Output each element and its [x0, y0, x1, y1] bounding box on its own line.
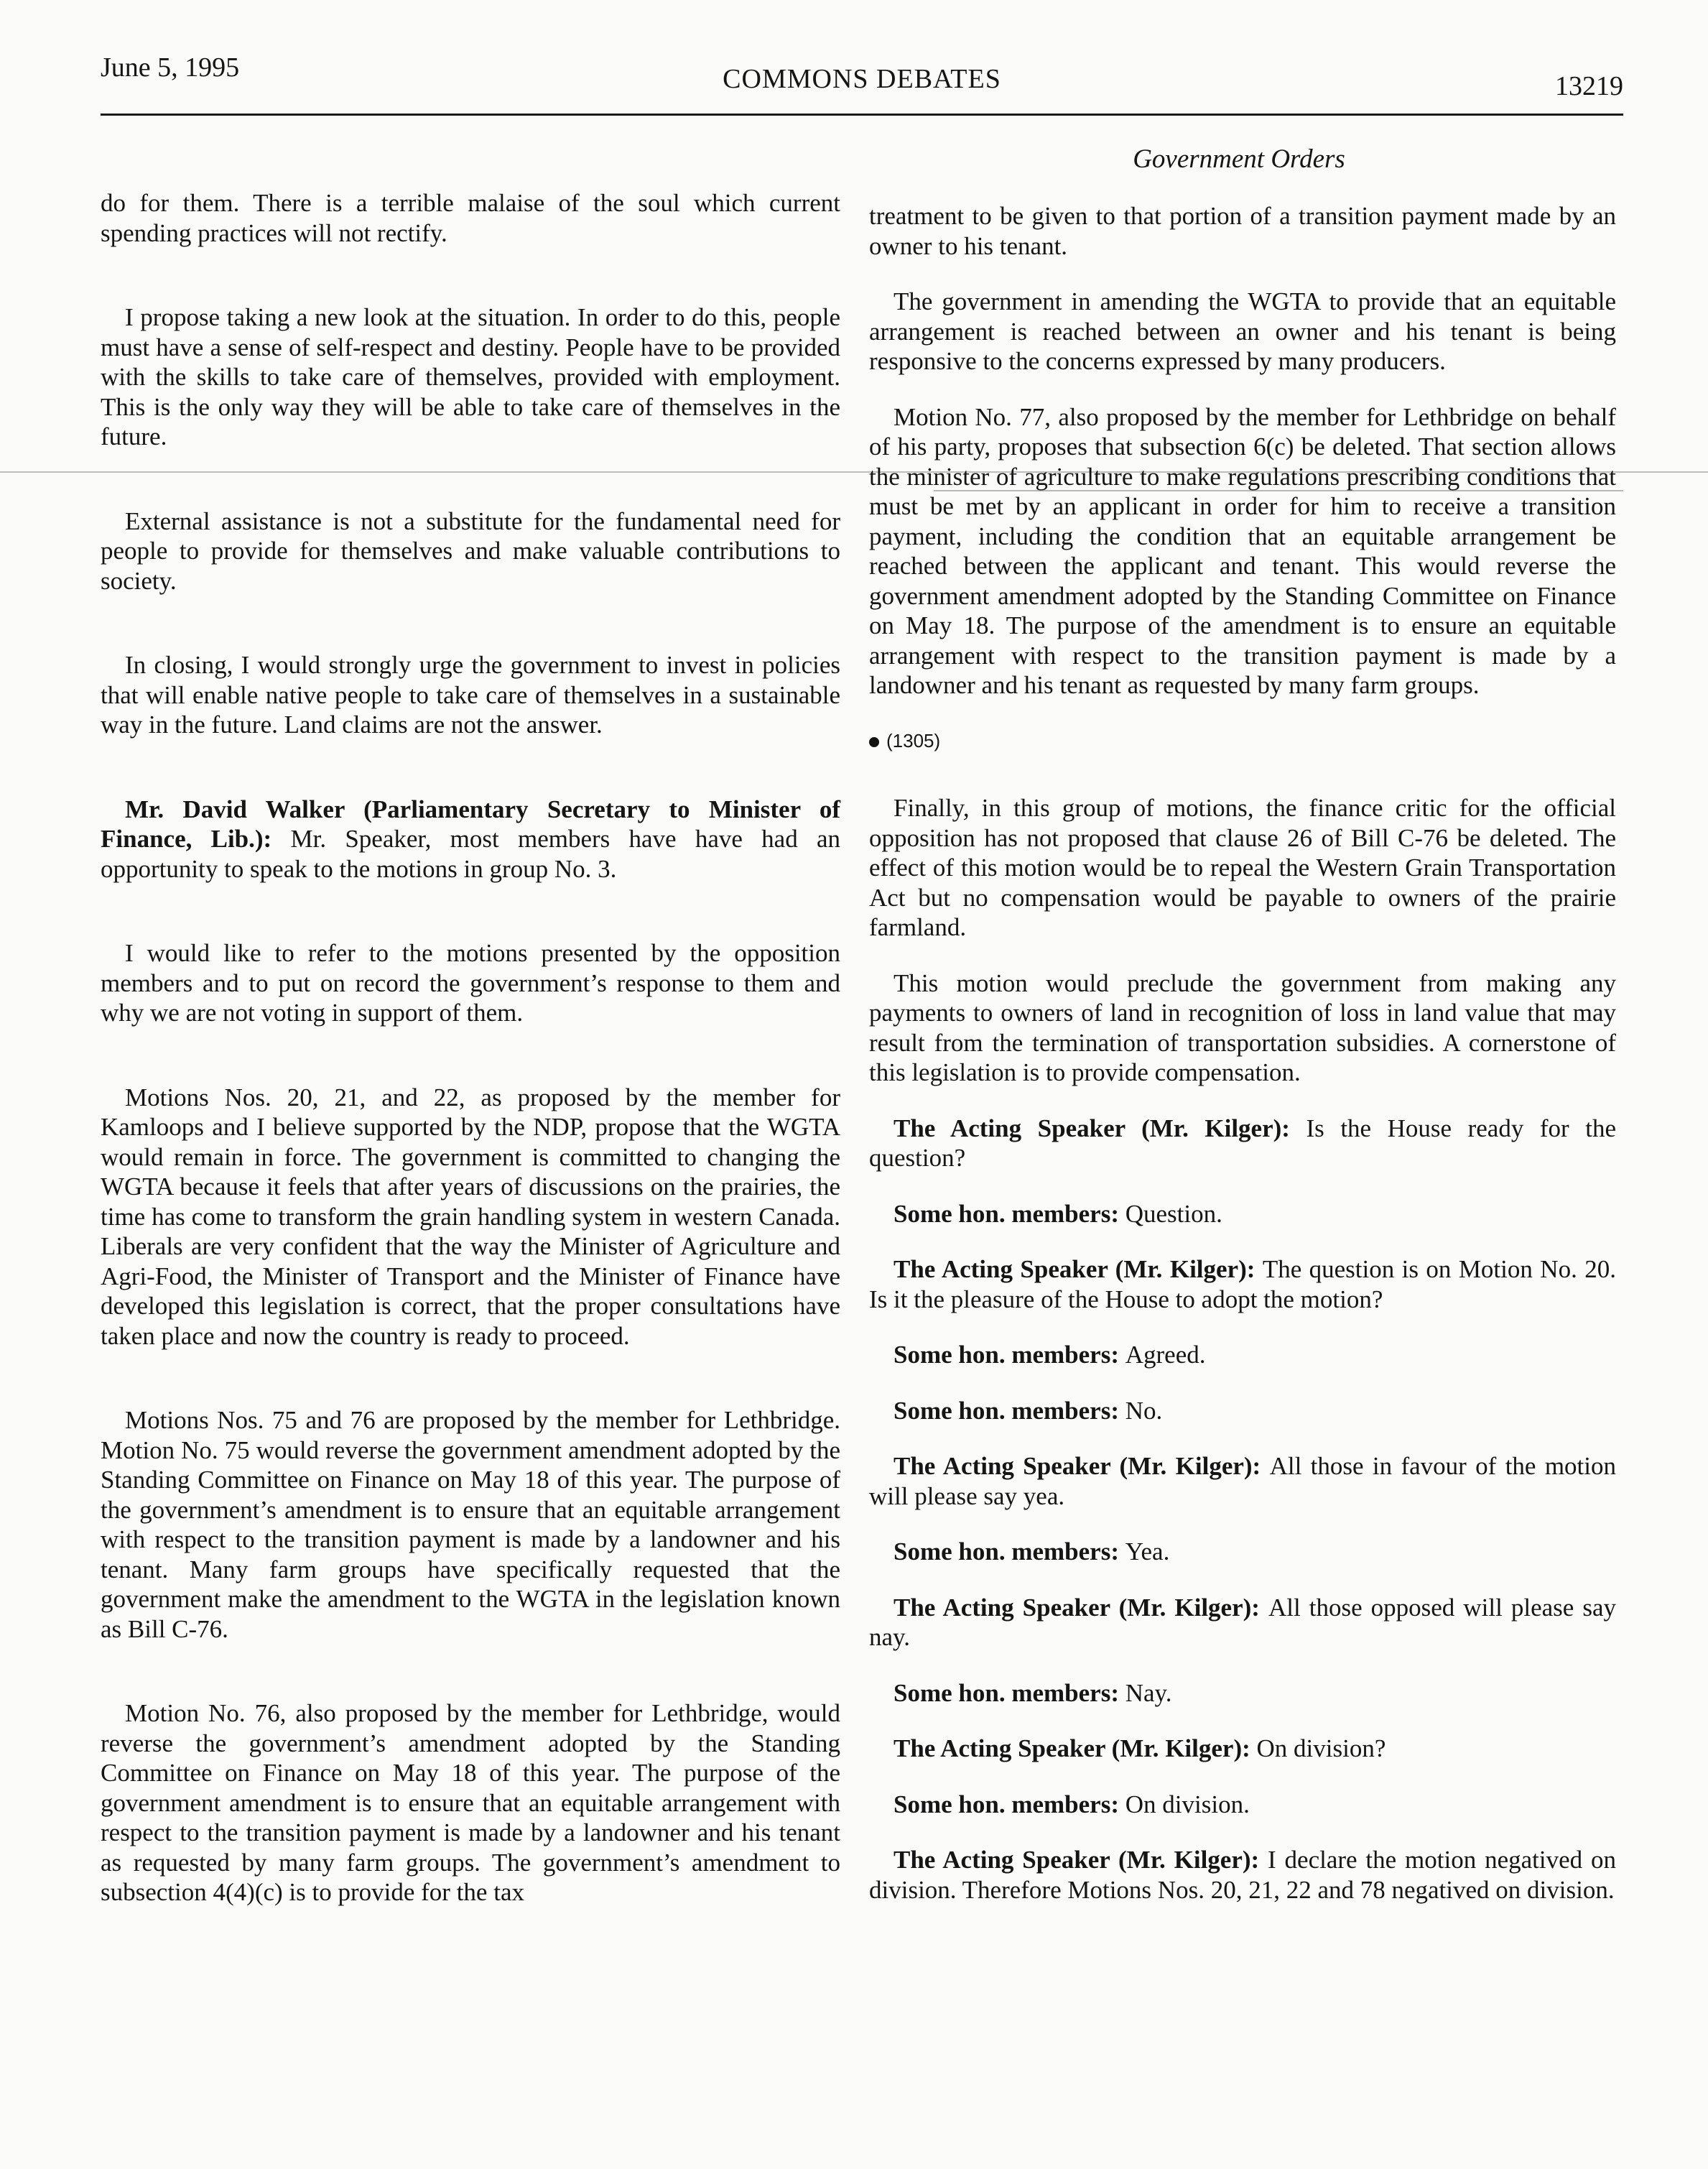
paragraph-text: Motion No. 76, also proposed by the member for Lethbridge, would reverse the government’s amendment adopted by the Standing Committee on Finance on May 18 of this year. The purpose of the government amendment is to ensure that an equitable arrangement with respect to the transition payment is made by a landowner and his tenant as requested by many farm groups. The government’s amendment to subsection 4(4)(c) is to provide for the tax: [101, 1699, 840, 1906]
speaker-name: The Acting Speaker (Mr. Kilger):: [894, 1734, 1257, 1762]
speaker-name: Some hon. members:: [894, 1199, 1125, 1228]
paragraph-text: Is the House ready for the question?: [869, 1114, 1616, 1172]
paragraph-text: All those opposed will please say nay.: [869, 1593, 1616, 1651]
paragraph-text: In closing, I would strongly urge the government to invest in policies that will enable native people to take care of themselves in a sustainable way in the future. Land claims are not the answer.: [101, 651, 840, 739]
paragraph-text: I declare the motion negatived on division. Therefore Motions Nos. 20, 21, 22 and 78 negatived on division.: [869, 1846, 1616, 1904]
timestamp-text: (1305): [886, 729, 941, 751]
paragraph-text: Motions Nos. 75 and 76 are proposed by the member for Lethbridge. Motion No. 75 would reverse the government amendment adopted by the Standing Committee on Finance on May 18 of this year. The purpose of the government’s amendment is to ensure that an equitable arrangement with respect to the transition payment is made by a landowner and his tenant. Many farm groups have specifically requested that the government make the amendment to the WGTA in the legislation known as Bill C-76.: [101, 1406, 840, 1643]
paragraph: [869, 1678, 1616, 1708]
paragraph: [869, 402, 1616, 700]
paragraph: [869, 1254, 1616, 1314]
speaker-name: Some hon. members:: [894, 1341, 1125, 1369]
paragraph: [869, 1396, 1616, 1426]
paragraph-text: The question is on Motion No. 20. Is it the pleasure of the House to adopt the motion?: [869, 1255, 1616, 1313]
paragraph: [869, 1845, 1616, 1905]
paragraph: [101, 650, 840, 740]
paragraph: [869, 1114, 1616, 1173]
paragraph: [869, 287, 1616, 376]
paragraph: [869, 1199, 1616, 1229]
paragraph-text: All those in favour of the motion will please say yea.: [869, 1452, 1616, 1510]
paragraph: [101, 1698, 840, 1907]
paragraph: [101, 507, 840, 596]
section-title: Government Orders: [1133, 144, 1345, 174]
paragraph: [869, 1790, 1616, 1820]
speaker-name: The Acting Speaker (Mr. Kilger):: [894, 1114, 1306, 1142]
speaker-name: Some hon. members:: [894, 1678, 1125, 1707]
bullet-icon: [869, 737, 879, 747]
paragraph-text: On division?: [1256, 1734, 1386, 1762]
speaker-name: Mr. David Walker (Parliamentary Secretary to Minister of Finance, Lib.):: [101, 795, 840, 853]
paragraph: [869, 1340, 1616, 1370]
speaker-name: The Acting Speaker (Mr. Kilger):: [894, 1593, 1268, 1622]
paragraph: [101, 938, 840, 1028]
paragraph-text: Finally, in this group of motions, the finance critic for the official opposition has not proposed that clause 26 of Bill C-76 be deleted. The effect of this motion would be to repeal the Western Grain Transportation Act but no compensation would be payable to owners of the prairie farmland.: [869, 794, 1616, 941]
speaker-name: Some hon. members:: [894, 1537, 1125, 1566]
paragraph-text: Yea.: [1125, 1537, 1170, 1566]
paragraph-text: The government in amending the WGTA to provide that an equitable arrangement is reached between an owner and his tenant is being responsive to the concerns expressed by many producers.: [869, 287, 1616, 375]
paragraph-text: Mr. Speaker, most members have have had an opportunity to speak to the motions in group No. 3.: [101, 825, 840, 883]
paragraph-text: This motion would preclude the government from making any payments to owners of land in recognition of loss in land value that may result from the termination of transportation subsidies. A cornerstone of this legislation is to provide compensation.: [869, 968, 1616, 1086]
paragraph: [101, 795, 840, 884]
paragraph: [869, 1593, 1616, 1652]
right-column: [869, 201, 1616, 1930]
paragraph-text: External assistance is not a substitute for the fundamental need for people to provide for themselves and make valuable contributions to society.: [101, 507, 840, 595]
paragraph: [869, 968, 1616, 1088]
speaker-name: Some hon. members:: [894, 1396, 1125, 1425]
header-page-number: 13219: [1555, 71, 1623, 101]
paragraph: [101, 188, 840, 248]
speaker-name: The Acting Speaker (Mr. Kilger):: [894, 1255, 1263, 1283]
speaker-name: Some hon. members:: [894, 1790, 1125, 1818]
paragraph: [101, 1083, 840, 1351]
paragraph-text: Motions Nos. 20, 21, and 22, as proposed by the member for Kamloops and I believe supported by the NDP, propose that the WGTA would remain in force. The government is committed to changing the WGTA because it feels that after years of discussions on the prairies, the time has come to transform the grain handling system in western Canada. Liberals are very confident that the way the Minister of Agriculture and Agri-Food, the Minister of Transport and the Minister of Finance have developed this legislation is correct, that the proper consultations have taken place and now the country is ready to proceed.: [101, 1083, 840, 1350]
paragraph-text: treatment to be given to that portion of a transition payment made by an owner to his tenant.: [869, 202, 1616, 260]
paragraph: [869, 1451, 1616, 1511]
header-rule: [101, 114, 1623, 116]
paragraph: [101, 1405, 840, 1644]
speaker-name: The Acting Speaker (Mr. Kilger):: [894, 1452, 1270, 1480]
paragraph: [869, 793, 1616, 943]
paragraph-text: Agreed.: [1125, 1341, 1206, 1369]
timestamp-marker: [869, 726, 1616, 757]
paragraph: [101, 302, 840, 452]
paragraph: [869, 201, 1616, 261]
paragraph: [869, 1537, 1616, 1567]
paragraph-text: Question.: [1125, 1199, 1222, 1228]
paragraph-text: I would like to refer to the motions presented by the opposition members and to put on record the government’s response to them and why we are not voting in support of them.: [101, 939, 840, 1027]
paragraph-text: I propose taking a new look at the situation. In order to do this, people must have a sense of self-respect and destiny. People have to be provided with the skills to take care of themselves, provided with employment. This is the only way they will be able to take care of themselves in the future.: [101, 303, 840, 450]
paragraph: [869, 1734, 1616, 1764]
paragraph-text: Motion No. 77, also proposed by the member for Lethbridge on behalf of his party, proposes that subsection 6(c) be deleted. That section allows the minister of agriculture to make regulations prescribing conditions that must be met by an applicant in order for him to receive a transition payment, including the condition that an equitable arrangement be reached between the applicant and tenant. This would reverse the government amendment adopted by the Standing Committee on Finance on May 18. The purpose of the amendment is to ensure an equitable arrangement with respect to the transition payment is made by a landowner and his tenant as requested by many farm groups.: [869, 402, 1616, 699]
paragraph-text: do for them. There is a terrible malaise of the soul which current spending practices will not rectify.: [101, 189, 840, 247]
speaker-name: The Acting Speaker (Mr. Kilger):: [894, 1846, 1268, 1874]
page-header: [101, 52, 1623, 116]
header-date: June 5, 1995: [101, 52, 240, 83]
paragraph-text: On division.: [1125, 1790, 1250, 1818]
header-title: COMMONS DEBATES: [723, 64, 1001, 94]
left-column: [101, 188, 840, 1962]
paragraph-text: Nay.: [1125, 1678, 1172, 1707]
paragraph-text: No.: [1125, 1396, 1163, 1425]
